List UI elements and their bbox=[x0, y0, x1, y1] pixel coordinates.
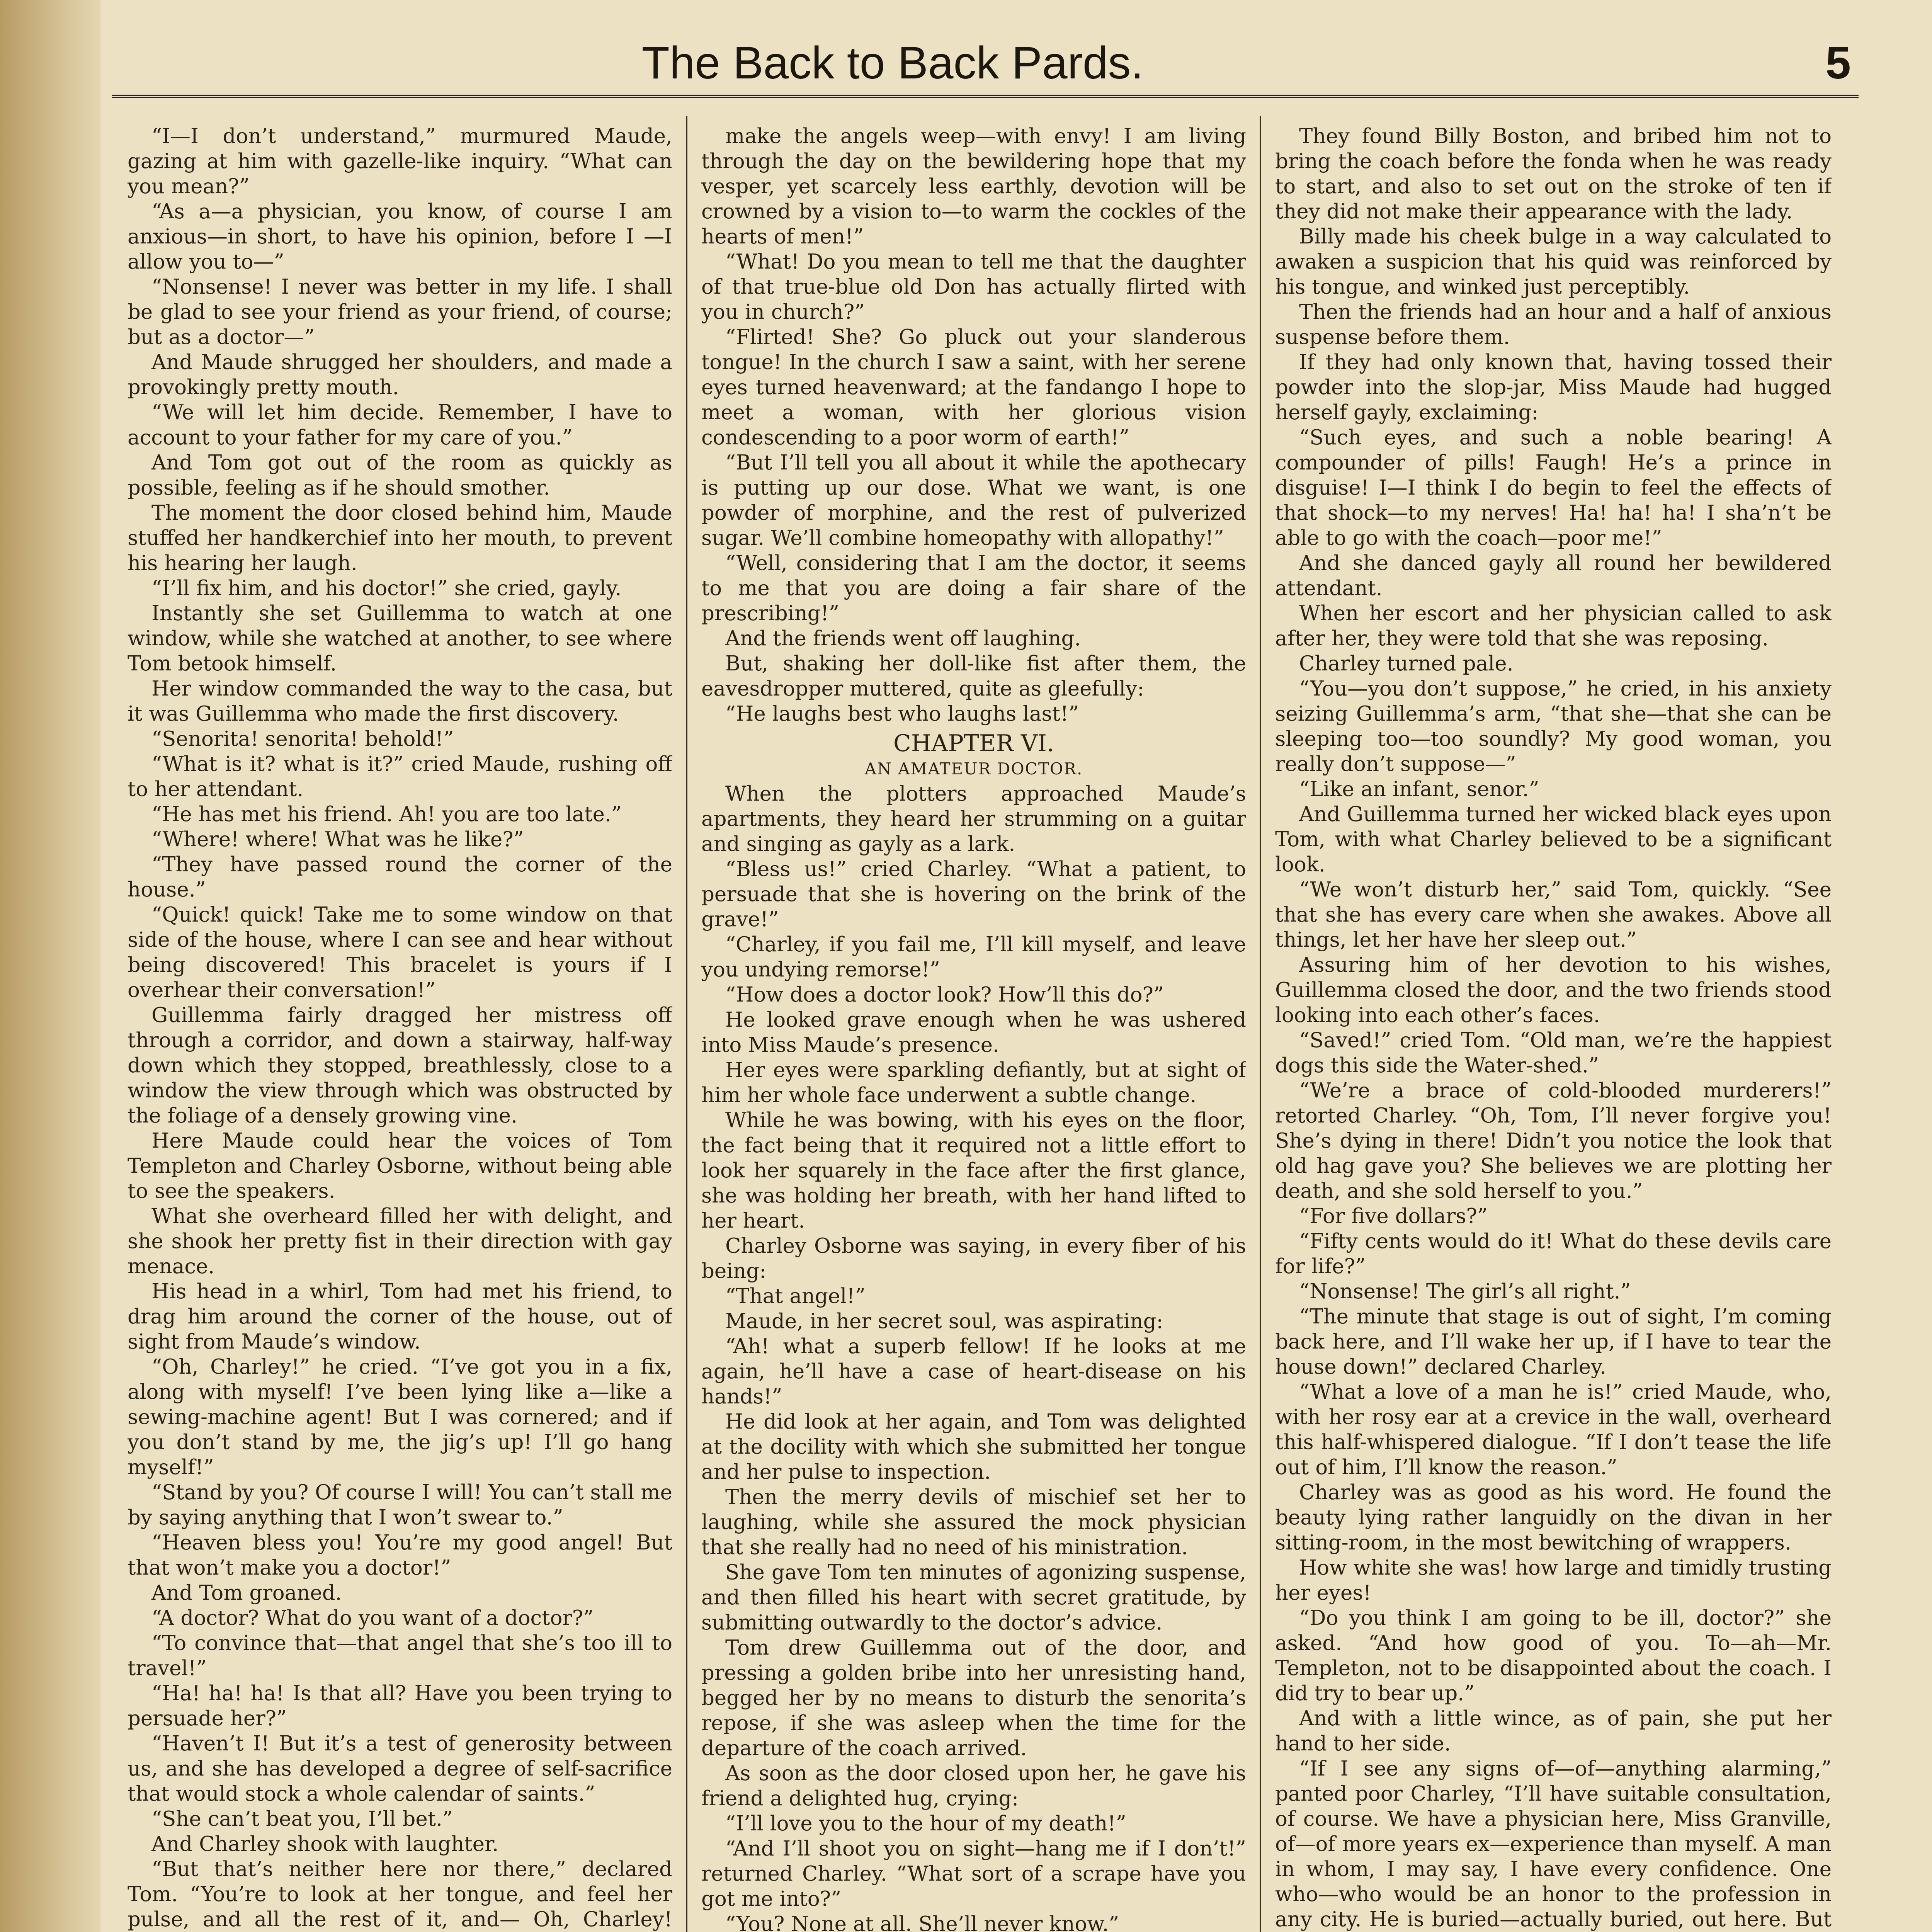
paragraph: “I’ll love you to the hour of my death!” bbox=[725, 1812, 1126, 1835]
page-number: 5 bbox=[1825, 37, 1851, 88]
paragraph: “The minute that stage is out of sight, I’m coming back here, and I’ll wake her up, if I have to tear the house down!” declared Charley. bbox=[1275, 1305, 1832, 1379]
paragraph: “Senorita! senorita! behold!” bbox=[151, 727, 454, 751]
paragraph: Then the friends had an hour and a half of anxious suspense before them. bbox=[1275, 300, 1832, 349]
chapter-title: AN AMATEUR DOCTOR. bbox=[864, 759, 1083, 778]
paragraph: And Charley shook with laughter. bbox=[151, 1832, 499, 1856]
paragraph: “Saved!” cried Tom. “Old man, we’re the happiest dogs this side the Water-shed.” bbox=[1275, 1029, 1832, 1077]
paragraph: make the angels weep—with envy! I am living through the day on the bewildering hope that my vesper, yet scarcely less earthly, devotion will be crowned by a vision to—to warm the cockles of the hearts of men!” bbox=[701, 124, 1246, 248]
paragraph: And Tom got out of the room as quickly as possible, feeling as if he should smother. bbox=[128, 451, 672, 500]
paragraph: Charley Osborne was saying, in every fiber of his being: bbox=[701, 1234, 1246, 1283]
paragraph: Here Maude could hear the voices of Tom Templeton and Charley Osborne, without being able to see the speakers. bbox=[128, 1129, 672, 1203]
paragraph: “Stand by you? Of course I will! You can’t stall me by saying anything that I won’t swear to.” bbox=[128, 1481, 672, 1529]
paragraph: “Oh, Charley!” he cried. “I’ve got you in a fix, along with myself! I’ve been lying like a—like a sewing-machine agent! But I was cornered; and if you don’t stand by me, the jig’s up! I’ll go hang myself!” bbox=[128, 1355, 672, 1479]
paragraph: “Charley, if you fail me, I’ll kill myself, and leave you undying remorse!” bbox=[701, 933, 1246, 981]
paragraph: Instantly she set Guillemma to watch at one window, while she watched at another, to see where Tom betook himself. bbox=[128, 602, 672, 675]
text-column-3 bbox=[1275, 124, 1832, 1932]
paragraph: His head in a whirl, Tom had met his friend, to drag him around the corner of the house, out of sight from Maude’s window. bbox=[128, 1280, 672, 1354]
paragraph: Maude, in her secret soul, was aspirating: bbox=[725, 1310, 1163, 1333]
paragraph: He looked grave enough when he was ushered into Miss Maude’s presence. bbox=[701, 1008, 1246, 1057]
paragraph: Her window commanded the way to the casa, but it was Guillemma who made the first discovery. bbox=[128, 677, 672, 726]
paragraph: “Heaven bless you! You’re my good angel! But that won’t make you a doctor!” bbox=[128, 1531, 672, 1580]
paragraph: “Such eyes, and such a noble bearing! A compounder of pills! Faugh! He’s a prince in disguise! I—I think I do begin to feel the effects of that shock—to my nerves! Ha! ha! ha! I sha’n’t be able to go with the coach—poor me!” bbox=[1275, 426, 1832, 550]
paragraph: She gave Tom ten minutes of agonizing suspense, and then filled his heart with secret gratitude, by submitting outwardly to the doctor’s advice. bbox=[701, 1561, 1246, 1634]
paragraph: Her eyes were sparkling defiantly, but at sight of him her whole face underwent a subtle change. bbox=[701, 1058, 1246, 1107]
paragraph: “Haven’t I! But it’s a test of generosity between us, and she has developed a degree of self-sacrifice that would stock a whole calendar of saints.” bbox=[128, 1732, 672, 1806]
paragraph: As soon as the door closed upon her, he gave his friend a delighted hug, crying: bbox=[701, 1762, 1246, 1810]
paragraph: If they had only known that, having tossed their powder into the slop-jar, Miss Maude had hugged herself gayly, exclaiming: bbox=[1275, 350, 1832, 424]
paragraph: He did look at her again, and Tom was delighted at the docility with which she submitted her tongue and her pulse to inspection. bbox=[701, 1410, 1246, 1484]
paragraph: “Bless us!” cried Charley. “What a patient, to persuade that she is hovering on the brink of the grave!” bbox=[701, 857, 1246, 931]
paragraph: What she overheard filled her with delight, and she shook her pretty fist in their direction with gay menace. bbox=[128, 1204, 672, 1278]
paragraph: “How does a doctor look? How’ll this do?” bbox=[725, 983, 1164, 1007]
paragraph: “What! Do you mean to tell me that the daughter of that true-blue old Don has actually flirted with you in church?” bbox=[701, 250, 1246, 324]
paragraph: “You—you don’t suppose,” he cried, in his anxiety seizing Guillemma’s arm, “that she—that she can be sleeping too—too soundly? My good woman, you really don’t suppose—” bbox=[1275, 677, 1832, 776]
paragraph: And Tom groaned. bbox=[151, 1581, 342, 1605]
column-2-lower bbox=[701, 781, 1246, 1932]
paragraph: When her escort and her physician called to ask after her, they were told that she was reposing. bbox=[1275, 602, 1832, 650]
paragraph: But, shaking her doll-like fist after them, the eavesdropper muttered, quite as gleefully: bbox=[701, 652, 1246, 701]
paragraph: How white she was! how large and timidly trusting her eyes! bbox=[1275, 1556, 1832, 1605]
binding-spine bbox=[0, 0, 100, 1932]
paragraph: The moment the door closed behind him, Maude stuffed her handkerchief into her mouth, to prevent his hearing her laugh. bbox=[128, 501, 672, 575]
paragraph: And the friends went off laughing. bbox=[725, 627, 1081, 650]
paragraph: “He has met his friend. Ah! you are too late.” bbox=[151, 803, 622, 826]
paragraph: “I’ll fix him, and his doctor!” she cried, gayly. bbox=[151, 577, 622, 600]
paragraph: “They have passed round the corner of the house.” bbox=[128, 853, 672, 901]
paragraph: When the plotters approached Maude’s apartments, they heard her strumming on a guitar and singing as gayly as a lark. bbox=[701, 782, 1246, 856]
paragraph: “To convince that—that angel that she’s too ill to travel!” bbox=[128, 1631, 672, 1680]
paragraph: “Fifty cents would do it! What do these devils care for life?” bbox=[1275, 1230, 1832, 1278]
paragraph: “And I’ll shoot you on sight—hang me if I don’t!” returned Charley. “What sort of a scrape have you got me into?” bbox=[701, 1837, 1246, 1911]
chapter-heading: CHAPTER VI. bbox=[893, 730, 1054, 757]
paragraph: While he was bowing, with his eyes on the floor, the fact being that it required not a little effort to look her squarely in the face after the first glance, she was holding her breath, with her hand lifted to her heart. bbox=[701, 1109, 1246, 1233]
paragraph: “Nonsense! The girl’s all right.” bbox=[1299, 1280, 1631, 1303]
paragraph: Charley turned pale. bbox=[1299, 652, 1514, 675]
paragraph: “As a—a physician, you know, of course I am anxious—in short, to have his opinion, before I —I allow you to—” bbox=[128, 200, 672, 274]
paragraph: “But that’s neither here nor there,” declared Tom. “You’re to look at her tongue, and feel her pulse, and all the rest of it, and— Oh, Charley! bbox=[128, 1857, 672, 1931]
paragraph: “Nonsense! I never was better in my life. I shall be glad to see your friend as your friend, of course; but as a doctor—” bbox=[128, 275, 672, 349]
paragraph: “Well, considering that I am the doctor, it seems to me that you are doing a fair share of the prescribing!” bbox=[701, 551, 1246, 625]
paragraph: And Guillemma turned her wicked black eyes upon Tom, with what Charley believed to be a significant look. bbox=[1275, 803, 1832, 876]
text-column-2 bbox=[701, 124, 1246, 1932]
paragraph: “Do you think I am going to be ill, doctor?” she asked. “And how good of you. To—ah—Mr. Templeton, not to be disappointed about the coach. I did try to bear up.” bbox=[1275, 1606, 1832, 1705]
paragraph: And Maude shrugged her shoulders, and made a provokingly pretty mouth. bbox=[128, 350, 672, 399]
paragraph: Assuring him of her devotion to his wishes, Guillemma closed the door, and the two friends stood looking into each other’s faces. bbox=[1275, 953, 1832, 1027]
running-title: The Back to Back Pards. bbox=[641, 37, 1144, 88]
column-rule bbox=[1260, 116, 1261, 1932]
paragraph: “Ah! what a superb fellow! If he looks at me again, he’ll have a case of heart-disease on his hands!” bbox=[701, 1335, 1246, 1408]
paragraph: “What a love of a man he is!” cried Maude, who, with her rosy ear at a crevice in the wall, overheard this half-whispered dialogue. “If I don’t tease the life out of him, I’ll know the reason.” bbox=[1275, 1380, 1832, 1479]
paragraph: And with a little wince, as of pain, she put her hand to her side. bbox=[1275, 1707, 1832, 1755]
paragraph: And she danced gayly all round her bewildered attendant. bbox=[1275, 551, 1832, 600]
paragraph: “He laughs best who laughs last!” bbox=[725, 702, 1079, 726]
paragraph: “If I see any signs of—of—anything alarming,” panted poor Charley, “I’ll have suitable consultation, of course. We have a physician here, Miss Granville, of—of more years ex—experience than myself. A man in whom, I may say, I have every confidence. One who—who would be an honor to the profession in any city. He is buried—actually buried, out here. But bbox=[1275, 1757, 1832, 1931]
page-header bbox=[112, 37, 1859, 98]
paragraph: “A doctor? What do you want of a doctor?” bbox=[151, 1606, 594, 1630]
paragraph: “We’re a brace of cold-blooded murderers!” retorted Charley. “Oh, Tom, I’ll never forgive you! She’s dying in there! Didn’t you notice the look that old hag gave you? She believes we are plotting her death, and she sold herself to you.” bbox=[1275, 1079, 1832, 1203]
paragraph: “We won’t disturb her,” said Tom, quickly. “See that she has every care when she awakes. Above all things, let her have her sleep out.” bbox=[1275, 878, 1832, 952]
paragraph: “I—I don’t understand,” murmured Maude, gazing at him with gazelle-like inquiry. “What can you mean?” bbox=[128, 124, 672, 198]
paragraph: “She can’t beat you, I’ll bet.” bbox=[151, 1807, 453, 1831]
column-rule bbox=[686, 116, 687, 1932]
paragraph: “You? None at all. She’ll never know.” bbox=[725, 1912, 1119, 1932]
paragraph: Guillemma fairly dragged her mistress off through a corridor, and down a stairway, half-way down which they stopped, breathlessly, close to a window the view through which was obstructed by the foliage of a densely growing vine. bbox=[128, 1003, 672, 1128]
paragraph: “That angel!” bbox=[725, 1284, 866, 1308]
paragraph: They found Billy Boston, and bribed him not to bring the coach before the fonda when he was ready to start, and also to set out on the stroke of ten if they did not make their appearance with the lady. bbox=[1275, 124, 1832, 223]
paragraph: “What is it? what is it?” cried Maude, rushing off to her attendant. bbox=[128, 752, 672, 801]
paragraph: Then the merry devils of mischief set her to laughing, while she assured the mock physician that she really had no need of his ministration. bbox=[701, 1485, 1246, 1559]
paragraph: “But I’ll tell you all about it while the apothecary is putting up our dose. What we want, is one powder of morphine, and the rest of pulverized sugar. We’ll combine homeopathy with allopathy!” bbox=[701, 451, 1246, 550]
paragraph: “For five dollars?” bbox=[1299, 1204, 1488, 1228]
paragraph: “We will let him decide. Remember, I have to account to your father for my care of you.” bbox=[128, 401, 672, 449]
column-2-upper bbox=[701, 124, 1246, 726]
paragraph: “Flirted! She? Go pluck out your slanderous tongue! In the church I saw a saint, with her serene eyes turned heavenward; at the fandango I hope to meet a woman, with her glorious vision condescending to a poor worm of earth!” bbox=[701, 325, 1246, 449]
paragraph: “Ha! ha! ha! Is that all? Have you been trying to persuade her?” bbox=[128, 1682, 672, 1730]
paragraph: “Quick! quick! Take me to some window on that side of the house, where I can see and hear without being discovered! This bracelet is yours if I overhear their conversation!” bbox=[128, 903, 672, 1002]
paragraph: “Where! where! What was he like?” bbox=[151, 828, 524, 851]
text-column-1 bbox=[128, 124, 672, 1932]
paragraph: “Like an infant, senor.” bbox=[1299, 777, 1539, 801]
paragraph: Tom drew Guillemma out of the door, and pressing a golden bribe into her unresisting hand, begged her by no means to disturb the senorita’s repose, if she was asleep when the time for the departure of the coach arrived. bbox=[701, 1636, 1246, 1760]
paragraph: Charley was as good as his word. He found the beauty lying rather languidly on the divan in her sitting-room, in the most bewitching of wrappers. bbox=[1275, 1481, 1832, 1554]
paragraph: Billy made his cheek bulge in a way calculated to awaken a suspicion that his quid was reinforced by his tongue, and winked just perceptibly. bbox=[1275, 225, 1832, 299]
